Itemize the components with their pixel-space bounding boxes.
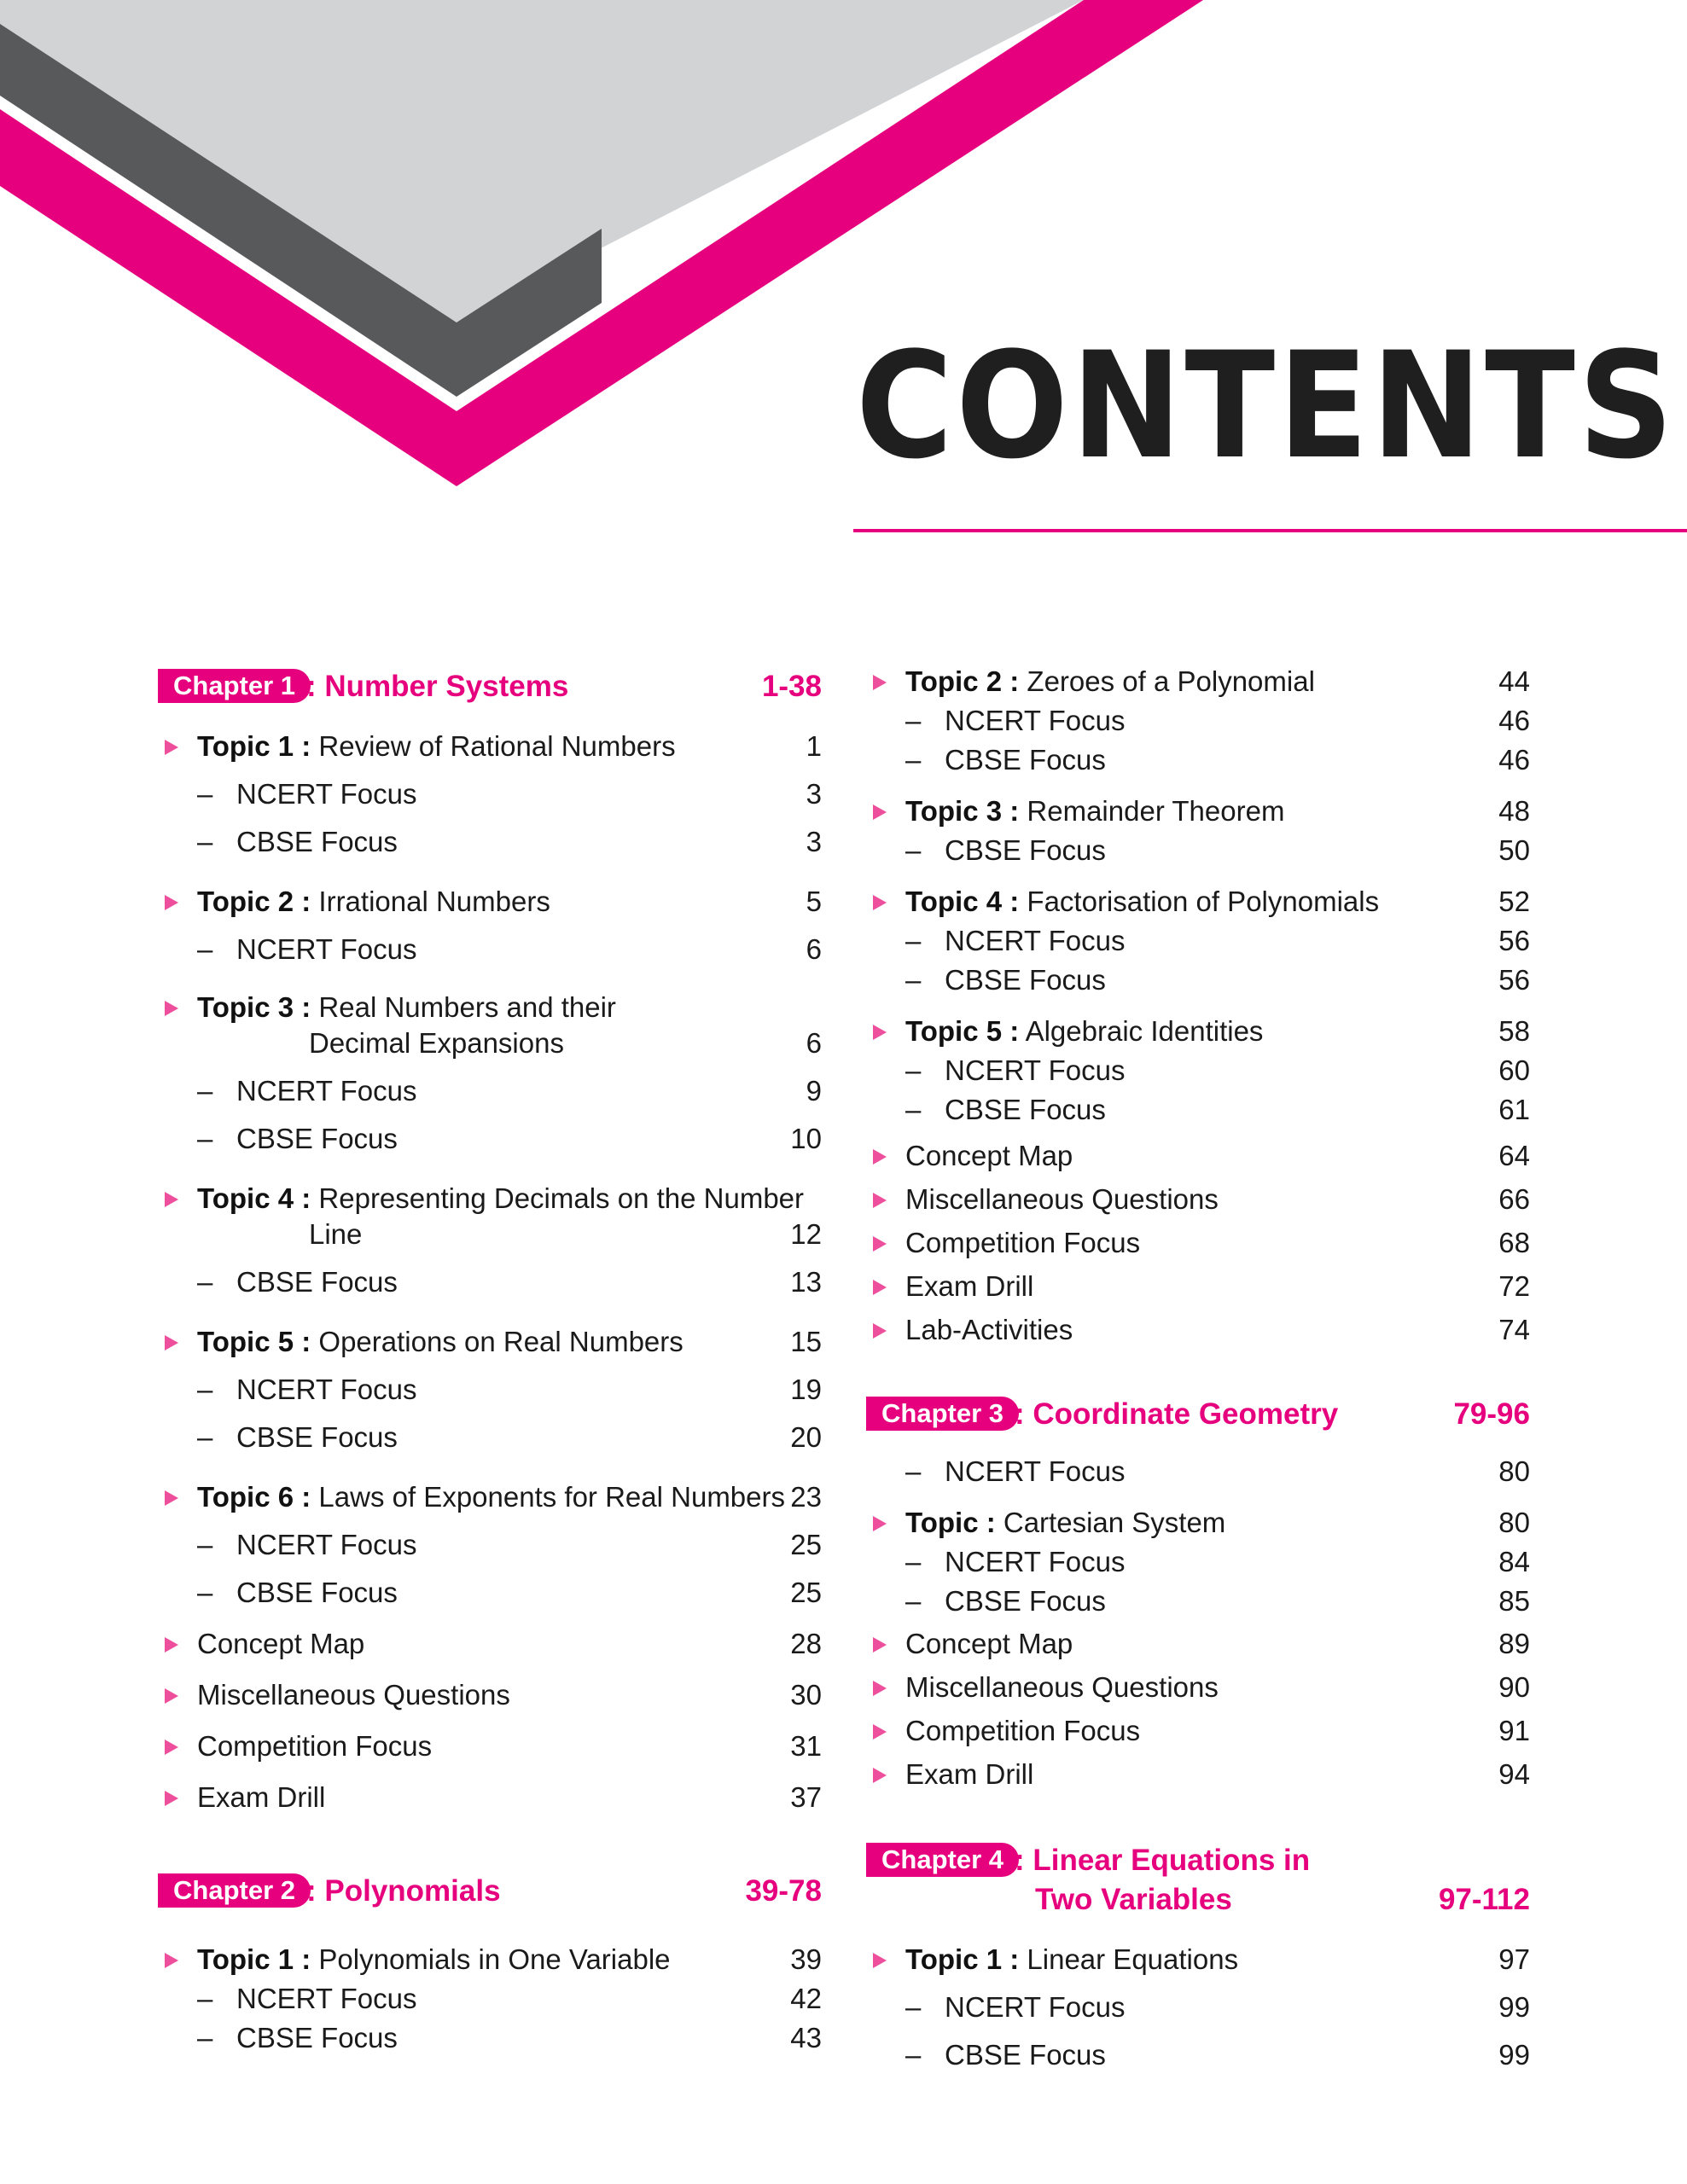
entry-text-line-2: Decimal Expansions bbox=[309, 1027, 564, 1059]
entry-text: Miscellaneous Questions bbox=[197, 1679, 510, 1711]
title-underline bbox=[853, 529, 1687, 532]
chapter-title: : Coordinate Geometry bbox=[1015, 1397, 1339, 1431]
topic-label: Topic 5 : bbox=[197, 1326, 311, 1357]
page-number: 52 bbox=[1498, 886, 1530, 917]
entry-text: CBSE Focus bbox=[236, 1123, 398, 1154]
chapter-title: : Number Systems bbox=[306, 670, 569, 703]
page-number: 84 bbox=[1498, 1546, 1530, 1577]
page-number: 90 bbox=[1498, 1671, 1530, 1703]
entry-text: CBSE Focus bbox=[236, 1266, 398, 1298]
topic-label: Topic 2 : bbox=[905, 665, 1020, 697]
page-number: 58 bbox=[1498, 1015, 1530, 1047]
topic-label: Topic 6 : bbox=[197, 1481, 311, 1513]
entry-text: Review of Rational Numbers bbox=[318, 730, 676, 762]
chapter-2-heading[interactable] bbox=[158, 1872, 822, 1913]
dash-icon: – bbox=[197, 778, 213, 810]
entry-text: NCERT Focus bbox=[236, 933, 417, 965]
entry-text: NCERT Focus bbox=[945, 1455, 1126, 1487]
page-title: CONTENTS bbox=[856, 320, 1677, 491]
dash-icon: – bbox=[197, 1075, 213, 1107]
entry-text: Exam Drill bbox=[905, 1758, 1034, 1790]
arrow-icon bbox=[165, 1001, 178, 1016]
entry-text: Lab-Activities bbox=[905, 1314, 1073, 1345]
chapter-pages: 97-112 bbox=[1438, 1883, 1530, 1916]
dash-icon: – bbox=[197, 1421, 213, 1453]
page-number: 3 bbox=[806, 778, 822, 810]
entry-text-line-2: Line bbox=[309, 1218, 363, 1250]
page-number: 80 bbox=[1498, 1507, 1530, 1538]
page-number: 6 bbox=[806, 933, 822, 965]
page-number: 85 bbox=[1498, 1585, 1530, 1617]
entry-text: Concept Map bbox=[905, 1628, 1073, 1659]
dash-icon: – bbox=[905, 834, 922, 866]
entry-text: NCERT Focus bbox=[236, 778, 417, 810]
dash-icon: – bbox=[905, 744, 922, 775]
page-number: 68 bbox=[1498, 1227, 1530, 1258]
arrow-icon bbox=[165, 1192, 178, 1207]
entry-text: NCERT Focus bbox=[236, 1529, 417, 1560]
toc-entry[interactable] bbox=[158, 1181, 822, 1252]
entry-text: Miscellaneous Questions bbox=[905, 1671, 1219, 1703]
chapter-badge: Chapter 2 bbox=[158, 1873, 311, 1908]
page-number: 46 bbox=[1498, 744, 1530, 775]
topic-label: Topic 2 : bbox=[197, 886, 311, 917]
topic-label: Topic 1 : bbox=[197, 730, 311, 762]
entry-text: Exam Drill bbox=[905, 1270, 1034, 1302]
arrow-icon bbox=[873, 1953, 887, 1968]
entry-text: Algebraic Identities bbox=[1025, 1015, 1264, 1047]
topic-label: Topic 4 : bbox=[197, 1182, 311, 1214]
arrow-icon bbox=[165, 1688, 178, 1704]
dash-icon: – bbox=[197, 1266, 213, 1298]
arrow-icon bbox=[873, 895, 887, 910]
entry-text: NCERT Focus bbox=[945, 1991, 1126, 2023]
entry-text: CBSE Focus bbox=[945, 744, 1106, 775]
arrow-icon bbox=[873, 1637, 887, 1653]
entry-text: Competition Focus bbox=[197, 1730, 433, 1762]
page-number: 97 bbox=[1498, 1943, 1530, 1975]
entry-text: CBSE Focus bbox=[945, 2039, 1106, 2071]
topic-label: Topic 3 : bbox=[905, 795, 1020, 827]
dash-icon: – bbox=[905, 2039, 922, 2071]
page-number: 66 bbox=[1498, 1183, 1530, 1215]
entry-text: Exam Drill bbox=[197, 1781, 326, 1813]
arrow-icon bbox=[873, 1323, 887, 1339]
page-number: 43 bbox=[790, 2022, 822, 2053]
dash-icon: – bbox=[197, 933, 213, 965]
topic-label: Topic 3 : bbox=[197, 991, 311, 1023]
entry-text: CBSE Focus bbox=[236, 2022, 398, 2053]
arrow-icon bbox=[165, 1953, 178, 1968]
page-number: 31 bbox=[790, 1730, 822, 1762]
topic-label: Topic 1 : bbox=[197, 1943, 311, 1975]
entry-text: Competition Focus bbox=[905, 1715, 1141, 1746]
page-number: 37 bbox=[790, 1781, 822, 1813]
arrow-icon bbox=[873, 675, 887, 690]
chapter-3-heading[interactable] bbox=[866, 1395, 1530, 1436]
topic-label: Topic : bbox=[905, 1507, 996, 1538]
arrow-icon bbox=[165, 1335, 178, 1350]
toc-entry[interactable] bbox=[158, 990, 822, 1061]
page-number: 20 bbox=[790, 1421, 822, 1453]
dash-icon: – bbox=[905, 964, 922, 996]
page-number: 28 bbox=[790, 1628, 822, 1659]
page-number: 15 bbox=[790, 1326, 822, 1357]
dash-icon: – bbox=[905, 1991, 922, 2023]
entry-text: CBSE Focus bbox=[945, 964, 1106, 996]
entry-text: CBSE Focus bbox=[945, 834, 1106, 866]
page-number: 6 bbox=[806, 1027, 822, 1059]
arrow-icon bbox=[873, 804, 887, 820]
page-number: 56 bbox=[1498, 964, 1530, 996]
page-number: 50 bbox=[1498, 834, 1530, 866]
entry-text: Concept Map bbox=[197, 1628, 365, 1659]
page-number: 74 bbox=[1498, 1314, 1530, 1345]
dash-icon: – bbox=[905, 1546, 922, 1577]
entry-text: CBSE Focus bbox=[945, 1094, 1106, 1125]
page-number: 25 bbox=[790, 1529, 822, 1560]
entry-text: Real Numbers and their bbox=[318, 991, 616, 1023]
page-number: 30 bbox=[790, 1679, 822, 1711]
page-number: 61 bbox=[1498, 1094, 1530, 1125]
page-number: 72 bbox=[1498, 1270, 1530, 1302]
page-number: 23 bbox=[790, 1481, 822, 1513]
page-number: 64 bbox=[1498, 1140, 1530, 1171]
chapter-badge: Chapter 3 bbox=[866, 1397, 1019, 1431]
page-number: 5 bbox=[806, 886, 822, 917]
page-number: 60 bbox=[1498, 1054, 1530, 1086]
page-number: 89 bbox=[1498, 1628, 1530, 1659]
entry-text: Polynomials in One Variable bbox=[318, 1943, 671, 1975]
topic-label: Topic 1 : bbox=[905, 1943, 1020, 1975]
page-number: 94 bbox=[1498, 1758, 1530, 1790]
arrow-icon bbox=[873, 1193, 887, 1208]
arrow-icon bbox=[165, 1637, 178, 1653]
chapter-pages: 1-38 bbox=[761, 670, 822, 703]
topic-label: Topic 5 : bbox=[905, 1015, 1020, 1047]
dash-icon: – bbox=[197, 1374, 213, 1405]
entry-text: Laws of Exponents for Real Numbers bbox=[318, 1481, 786, 1513]
dash-icon: – bbox=[905, 1585, 922, 1617]
arrow-icon bbox=[873, 1149, 887, 1165]
entry-text: NCERT Focus bbox=[945, 1054, 1126, 1086]
chapter-title: : Linear Equations in bbox=[1015, 1844, 1311, 1877]
entry-text: Operations on Real Numbers bbox=[318, 1326, 684, 1357]
arrow-icon bbox=[873, 1025, 887, 1040]
page-number: 99 bbox=[1498, 1991, 1530, 2023]
dash-icon: – bbox=[197, 1983, 213, 2014]
arrow-icon bbox=[873, 1768, 887, 1783]
page-number: 19 bbox=[790, 1374, 822, 1405]
page-number: 48 bbox=[1498, 795, 1530, 827]
page-number: 99 bbox=[1498, 2039, 1530, 2071]
dash-icon: – bbox=[905, 925, 922, 956]
entry-text: Linear Equations bbox=[1027, 1943, 1239, 1975]
entry-text: CBSE Focus bbox=[236, 1421, 398, 1453]
arrow-icon bbox=[165, 740, 178, 755]
page-number: 56 bbox=[1498, 925, 1530, 956]
entry-text: NCERT Focus bbox=[236, 1983, 417, 2014]
arrow-icon bbox=[165, 1490, 178, 1506]
page-number: 80 bbox=[1498, 1455, 1530, 1487]
page-number: 39 bbox=[790, 1943, 822, 1975]
dash-icon: – bbox=[905, 705, 922, 736]
arrow-icon bbox=[873, 1681, 887, 1696]
entry-text: Irrational Numbers bbox=[318, 886, 550, 917]
page-number: 10 bbox=[790, 1123, 822, 1154]
arrow-icon bbox=[873, 1280, 887, 1295]
arrow-icon bbox=[165, 1740, 178, 1755]
entry-text: NCERT Focus bbox=[945, 925, 1126, 956]
entry-text: NCERT Focus bbox=[945, 1546, 1126, 1577]
page-number: 1 bbox=[806, 730, 822, 762]
page-number: 12 bbox=[790, 1218, 822, 1250]
chapter-badge: Chapter 1 bbox=[158, 669, 311, 703]
page-number: 46 bbox=[1498, 705, 1530, 736]
entry-text: Miscellaneous Questions bbox=[905, 1183, 1219, 1215]
topic-label: Topic 4 : bbox=[905, 886, 1020, 917]
chapter-pages: 79-96 bbox=[1453, 1397, 1530, 1431]
entry-text: Zeroes of a Polynomial bbox=[1027, 665, 1315, 697]
dash-icon: – bbox=[905, 1054, 922, 1086]
page-number: 42 bbox=[790, 1983, 822, 2014]
page-number: 3 bbox=[806, 826, 822, 857]
entry-text: CBSE Focus bbox=[945, 1585, 1106, 1617]
chapter-1-heading[interactable] bbox=[158, 667, 822, 708]
entry-text: Cartesian System bbox=[1003, 1507, 1226, 1538]
entry-text: Factorisation of Polynomials bbox=[1027, 886, 1380, 917]
entry-text: NCERT Focus bbox=[236, 1374, 417, 1405]
dash-icon: – bbox=[197, 1123, 213, 1154]
arrow-icon bbox=[873, 1724, 887, 1740]
arrow-icon bbox=[873, 1516, 887, 1531]
entry-text: NCERT Focus bbox=[236, 1075, 417, 1107]
dash-icon: – bbox=[905, 1094, 922, 1125]
chapter-title: : Polynomials bbox=[306, 1874, 501, 1908]
entry-text: Competition Focus bbox=[905, 1227, 1141, 1258]
entry-text: Concept Map bbox=[905, 1140, 1073, 1171]
entry-text: NCERT Focus bbox=[945, 705, 1126, 736]
dash-icon: – bbox=[197, 1529, 213, 1560]
entry-text: Representing Decimals on the Number bbox=[318, 1182, 805, 1214]
dash-icon: – bbox=[197, 1577, 213, 1608]
chapter-4-heading[interactable] bbox=[866, 1841, 1530, 1921]
dash-icon: – bbox=[197, 826, 213, 857]
page-number: 91 bbox=[1498, 1715, 1530, 1746]
chapter-badge: Chapter 4 bbox=[866, 1843, 1019, 1877]
entry-text: Remainder Theorem bbox=[1027, 795, 1285, 827]
chapter-pages: 39-78 bbox=[745, 1874, 822, 1908]
dash-icon: – bbox=[905, 1455, 922, 1487]
arrow-icon bbox=[165, 895, 178, 910]
chapter-title-line-2: Two Variables bbox=[1035, 1883, 1232, 1916]
entry-text: CBSE Focus bbox=[236, 826, 398, 857]
arrow-icon bbox=[165, 1791, 178, 1806]
page-number: 13 bbox=[790, 1266, 822, 1298]
arrow-icon bbox=[873, 1236, 887, 1252]
page-number: 25 bbox=[790, 1577, 822, 1608]
page-number: 44 bbox=[1498, 665, 1530, 697]
entry-text: CBSE Focus bbox=[236, 1577, 398, 1608]
dash-icon: – bbox=[197, 2022, 213, 2053]
page-number: 9 bbox=[806, 1075, 822, 1107]
